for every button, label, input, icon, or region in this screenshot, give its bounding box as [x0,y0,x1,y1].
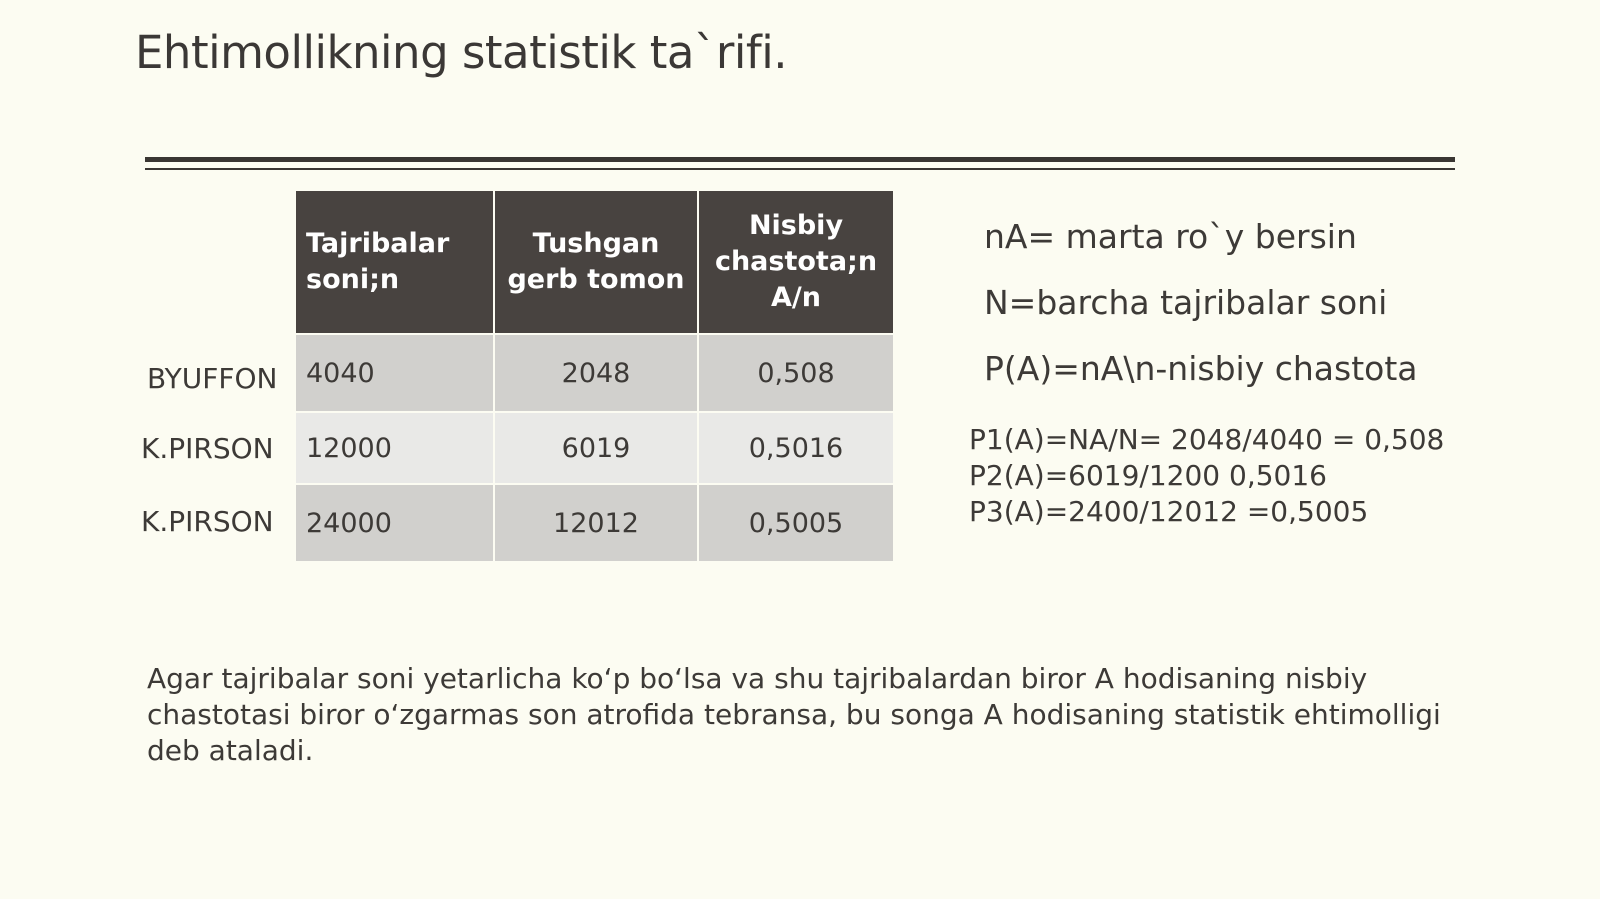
cell-trials: 24000 [295,484,494,562]
cell-frequency: 0,5016 [698,412,894,484]
definition-paragraph: Agar tajribalar soni yetarlicha ko‘p bo‘lsa va shu tajribalardan biror A hodisaning nisbiy chastotasi biror o‘zgarmas son atrofida tebransa, bu songa A hodisaning statistik ehtimolligi deb ataladi. [147,662,1441,767]
definition-n: N=barcha tajribalar soni [984,283,1388,322]
header-heads: Tushgan gerb tomon [494,190,698,334]
divider-thick [145,157,1455,162]
slide-title: Ehtimollikning statistik ta`rifi. [135,26,788,79]
cell-heads: 2048 [494,334,698,412]
header-trials: Tajribalar soni;n [295,190,494,334]
table-row [295,412,894,484]
row-label-pirson-2: K.PIRSON [141,505,274,538]
definition-pa: P(A)=nA\n-nisbiy chastota [984,349,1418,388]
table-row [295,334,894,412]
cell-frequency: 0,508 [698,334,894,412]
table-header-row [295,190,894,334]
experiment-table [294,189,895,563]
calculation-p3: P3(A)=2400/12012 =0,5005 [969,495,1369,528]
cell-trials: 12000 [295,412,494,484]
calculation-p1: P1(A)=NA/N= 2048/4040 = 0,508 [969,423,1445,456]
cell-frequency: 0,5005 [698,484,894,562]
header-relative-frequency: Nisbiy chastota;n A/n [698,190,894,334]
table-row [295,484,894,562]
cell-heads: 6019 [494,412,698,484]
definitions-list [984,217,1417,415]
cell-trials: 4040 [295,334,494,412]
row-label-pirson-1: K.PIRSON [141,432,274,465]
calculations-block [969,422,1444,530]
calculation-p2: P2(A)=6019/1200 0,5016 [969,459,1327,492]
cell-heads: 12012 [494,484,698,562]
divider-thin [145,168,1455,170]
definition-na: nA= marta ro`y bersin [984,217,1357,256]
row-label-byuffon: BYUFFON [147,362,278,395]
